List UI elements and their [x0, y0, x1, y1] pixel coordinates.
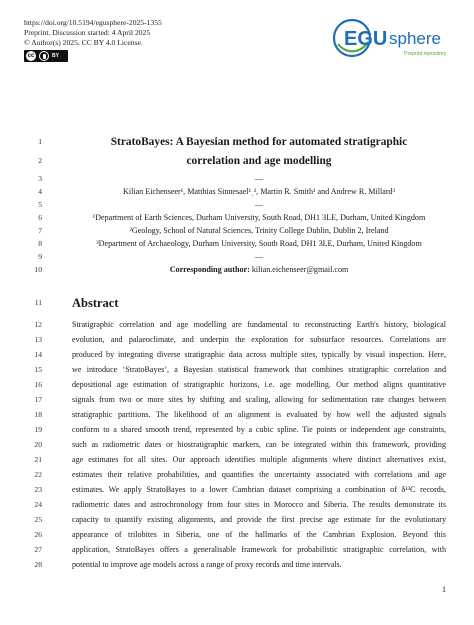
abstract-line: such as radiometric dates or biostratigraphic markers, can be integrated within this framework, providing	[72, 440, 446, 449]
abstract-line: estimates. We apply StratoBayes to a lower Cambrian dataset comprising a combination of δ¹³C records,	[72, 485, 446, 494]
abstract-line: signals from two or more sites by shifting and scaling, allowing for sedimentation rate changes between	[72, 395, 446, 404]
separator-dash: —	[254, 200, 264, 209]
affiliation-2: ²Geology, School of Natural Sciences, Trinity College Dublin, Dublin 2, Ireland	[129, 226, 389, 235]
line-number: 15	[34, 365, 42, 374]
logo-egu-text: EGU	[344, 28, 388, 50]
abstract-line: Stratigraphic correlation and age modelling are fundamental to reconstructing Earth's history, biological	[72, 320, 446, 329]
line-number: 16	[34, 380, 42, 389]
line-number: 14	[34, 350, 42, 359]
line-number: 17	[34, 395, 42, 404]
line-number: 23	[34, 485, 42, 494]
abstract-line: appearance of trilobites in Siberia, one of the hallmarks of the Cambrian Explosion. Beyond this	[72, 530, 446, 539]
authors: Kilian Eichenseer¹, Matthias Sinnesael¹ˌ², Martin R. Smith¹ and Andrew R. Millard³	[123, 187, 395, 196]
page-number: 1	[442, 585, 446, 594]
line-number: 27	[34, 545, 42, 554]
line-number: 25	[34, 515, 42, 524]
line-number: 9	[38, 252, 42, 261]
abstract-line: produced by integrating diverse stratigraphic data across multiple sites, typically by visual inspection. Here,	[72, 350, 446, 359]
line-number: 24	[34, 500, 42, 509]
affiliation-3: ³Department of Archaeology, Durham University, South Road, DH1 3LE, Durham, United Kingdom	[96, 239, 422, 248]
line-number: 18	[34, 410, 42, 419]
cc-license-badge[interactable]	[24, 50, 162, 62]
cc-icon: cc	[27, 53, 35, 59]
line-number: 26	[34, 530, 42, 539]
line-number: 19	[34, 425, 42, 434]
line-number: 5	[38, 200, 42, 209]
line-number: 3	[38, 174, 42, 183]
line-number: 4	[38, 187, 42, 196]
line-number: 12	[34, 320, 42, 329]
abstract-line: estimates their relative probabilities, and quantifies the uncertainty associated with correlations and age	[72, 470, 446, 479]
paper-title-line-2: correlation and age modelling	[186, 155, 332, 167]
line-number: 6	[38, 213, 42, 222]
abstract-line: stratigraphic partitions. The likelihood of an alignment is evaluated by how well the adjusted signals	[72, 410, 446, 419]
line-number: 1	[38, 137, 42, 146]
line-number: 22	[34, 470, 42, 479]
preprint-header	[24, 18, 162, 62]
logo-tagline: Preprint repository	[404, 51, 447, 57]
line-number: 11	[34, 298, 42, 307]
abstract-line: capacity to quantify existing alignments, and provide the first precise age estimate for the evolutionary	[72, 515, 446, 524]
line-number: 2	[38, 156, 42, 165]
affiliation-1: ¹Department of Earth Sciences, Durham University, South Road, DH1 3LE, Durham, United Kingdom	[92, 213, 426, 222]
copyright-notice: © Author(s) 2025. CC BY 4.0 License.	[24, 38, 143, 47]
abstract-line: potential to improve age models across a range of proxy records and time intervals.	[72, 560, 342, 569]
separator-dash: —	[254, 174, 264, 183]
line-number: 21	[34, 455, 42, 464]
doi-link[interactable]: https://doi.org/10.5194/egusphere-2025-1355	[24, 18, 162, 27]
egusphere-logo	[332, 14, 458, 62]
cc-by-label: BY	[52, 53, 59, 59]
logo-sphere-text: sphere	[389, 29, 441, 48]
abstract-line: conform to a shared smooth trend, represented by a cubic spline. Tie points or independent age constraints,	[72, 425, 446, 434]
line-number: 13	[34, 335, 42, 344]
line-number: 28	[34, 560, 42, 569]
paper-title-line-1: StratoBayes: A Bayesian method for automated stratigraphic	[110, 136, 408, 148]
preprint-date: Preprint. Discussion started: 4 April 2025	[24, 28, 151, 37]
abstract-line: age estimates for all sites. Our approach identifies multiple alignments where distinct alternatives exist,	[72, 455, 446, 464]
line-number: 7	[38, 226, 42, 235]
corresponding-author	[72, 265, 446, 275]
abstract-line: application, StratoBayes offers a generalisable framework for probabilistic stratigraphic correlation, with	[72, 545, 446, 554]
corresponding-author-email: kilian.eichenseer@gmail.com	[249, 265, 349, 274]
line-number: 20	[34, 440, 42, 449]
abstract-line: evolution, and palaeoclimate, and underpin the exploration for subsurface resources. Correlations are	[72, 335, 446, 344]
line-number: 8	[38, 239, 42, 248]
line-number: 10	[34, 265, 42, 274]
by-person-icon	[39, 51, 49, 61]
abstract-line: radiometric dates and astrochronology from four sites in Morocco and Siberia. The results demonstrate its	[72, 500, 446, 509]
abstract-line: we introduce ‘StratoBayes’, a Bayesian statistical framework that combines stratigraphic correlation and	[72, 365, 446, 374]
corresponding-author-label: Corresponding author:	[169, 265, 250, 274]
separator-dash: —	[254, 252, 264, 261]
abstract-heading: Abstract	[72, 296, 119, 310]
abstract-line: depositional age estimation of stratigraphic horizons, i.e. age modelling. Our method aligns quantitative	[72, 380, 446, 389]
